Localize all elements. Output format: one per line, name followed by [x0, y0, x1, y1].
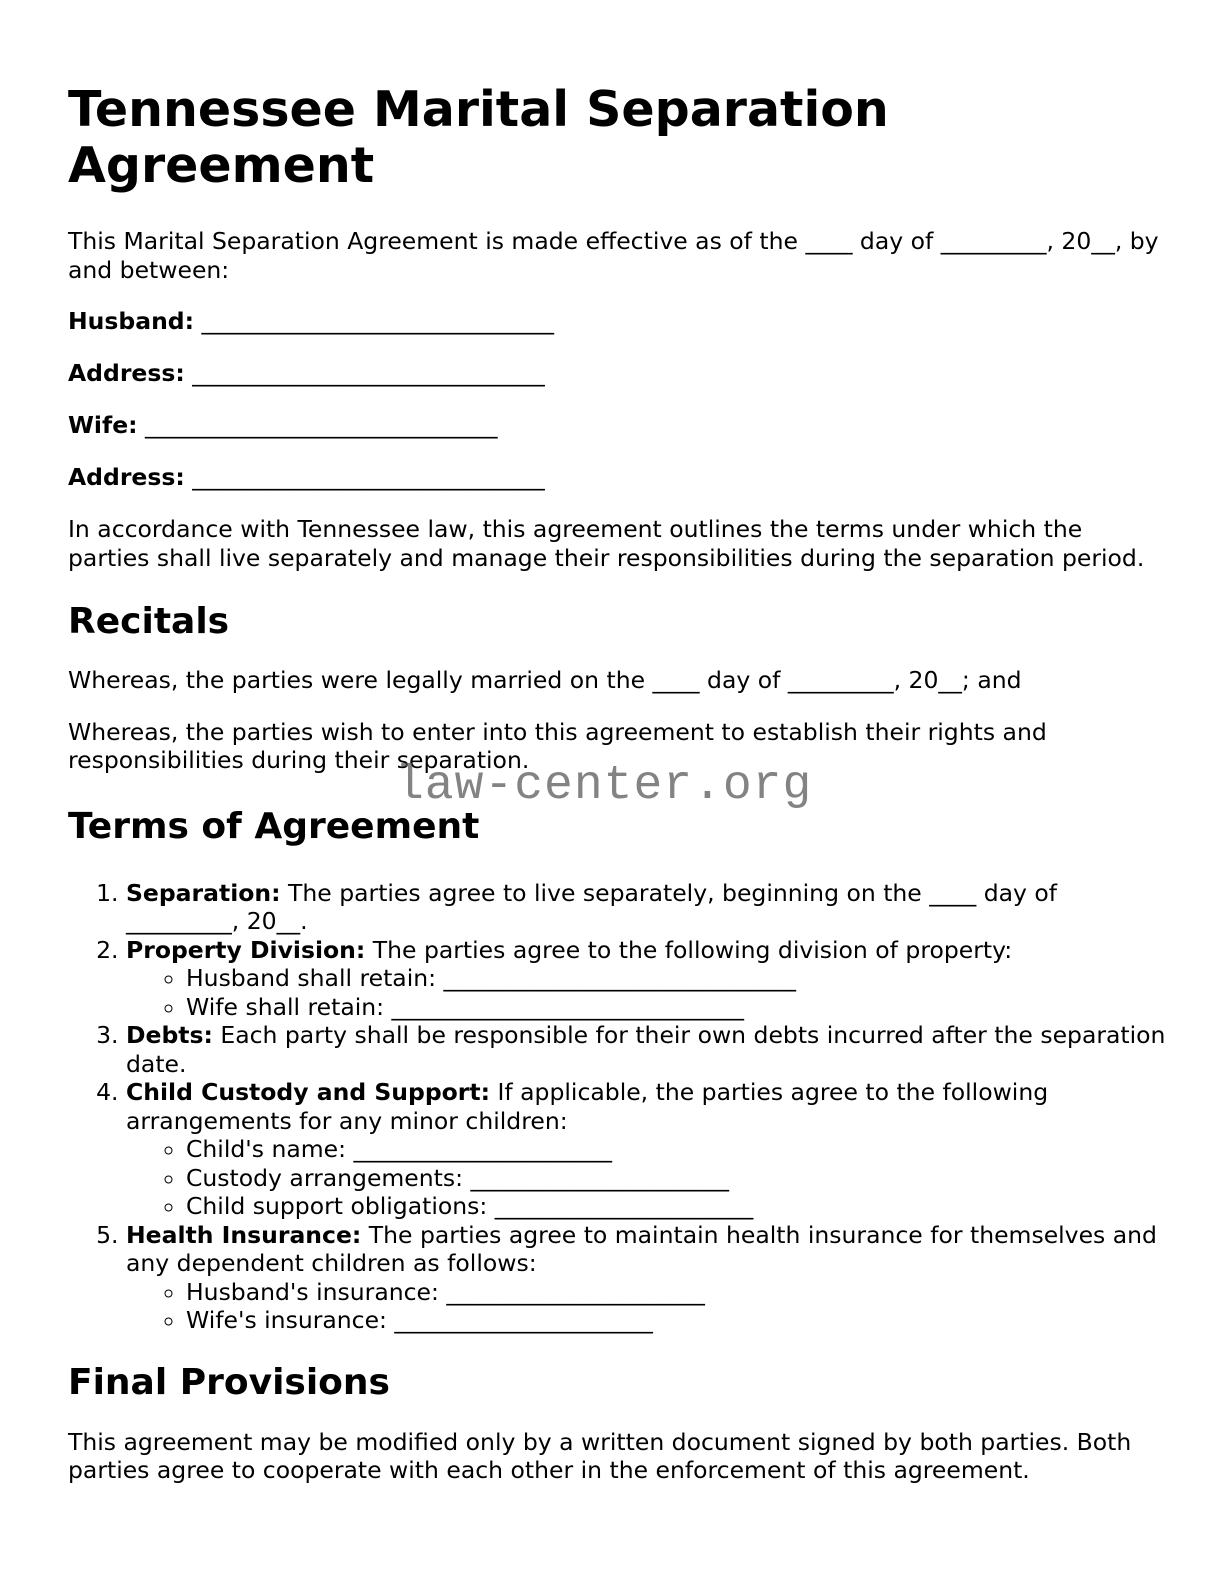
husband-insurance-item: ◦ Husband's insurance: ______________________	[186, 1278, 1168, 1307]
term-label: Child Custody and Support:	[126, 1078, 491, 1106]
term-property-division	[126, 936, 1168, 1022]
whereas-agreement: Whereas, the parties wish to enter into this agreement to establish their rights and responsibilities during their separation.	[68, 717, 1047, 774]
term-health-insurance	[126, 1221, 1168, 1335]
husband-address-field	[68, 359, 1168, 388]
term-debts	[126, 1021, 1168, 1078]
term-text: The parties agree to maintain health insurance for themselves and any dependent children as follows:	[126, 1220, 1157, 1277]
husband-label: Husband:	[68, 307, 195, 335]
wife-insurance-item: ◦ Wife's insurance: ______________________	[186, 1306, 1168, 1335]
property-sublist	[126, 964, 1168, 1021]
husband-blank: ______________________________	[201, 307, 554, 335]
term-text: The parties agree to live separately, beginning on the ____ day of _________, 20__.	[126, 878, 1058, 935]
final-provisions-heading: Final Provisions	[68, 1361, 390, 1403]
term-child-custody	[126, 1078, 1168, 1221]
term-label: Separation:	[126, 878, 281, 907]
document-title: Tennessee Marital Separation Agreement	[68, 81, 889, 194]
recitals-heading: Recitals	[68, 601, 230, 642]
terms-list	[68, 879, 1168, 1335]
watermark: law-center.org	[395, 759, 813, 813]
custody-arrangements-item: ◦ Custody arrangements: ______________________	[186, 1164, 1168, 1193]
term-label: Property Division:	[126, 935, 366, 964]
insurance-sublist	[126, 1278, 1168, 1335]
wife-address-blank: ______________________________	[192, 463, 545, 491]
husband-retain-item: ◦ Husband shall retain: ______________________________	[186, 964, 1168, 993]
custody-sublist	[126, 1135, 1168, 1221]
child-name-item: ◦ Child's name: ______________________	[186, 1135, 1168, 1164]
term-label: Health Insurance:	[126, 1220, 362, 1249]
final-provisions-text: This agreement may be modified only by a written document signed by both parties. Both parties agree to cooperate with each other in the enforcement of this agreement.	[68, 1427, 1132, 1484]
terms-heading: Terms of Agreement	[68, 805, 480, 847]
intro-paragraph: This Marital Separation Agreement is made effective as of the ____ day of _________, 20__, by and between:	[68, 227, 1159, 284]
child-support-item: ◦ Child support obligations: ______________________	[186, 1192, 1168, 1221]
accordance-paragraph: In accordance with Tennessee law, this agreement outlines the terms under which the parties shall live separately and manage their responsibilities during the separation period.	[68, 515, 1145, 572]
term-text: Each party shall be responsible for their own debts incurred after the separation date.	[126, 1021, 1166, 1078]
husband-address-label: Address:	[68, 359, 185, 387]
wife-blank: ______________________________	[145, 411, 498, 439]
term-text: If applicable, the parties agree to the following arrangements for any minor children:	[126, 1078, 1049, 1135]
wife-label: Wife:	[68, 411, 138, 439]
husband-address-blank: ______________________________	[192, 359, 545, 387]
wife-field	[68, 411, 1168, 440]
term-separation	[126, 879, 1168, 936]
term-text: The parties agree to the following division of property:	[365, 935, 1013, 964]
term-label: Debts:	[126, 1021, 213, 1049]
whereas-married: Whereas, the parties were legally married on the ____ day of _________, 20__; and	[68, 666, 1022, 694]
husband-field	[68, 307, 1168, 336]
wife-address-field	[68, 463, 1168, 492]
wife-address-label: Address:	[68, 463, 185, 491]
wife-retain-item: ◦ Wife shall retain: ______________________________	[186, 993, 1168, 1022]
